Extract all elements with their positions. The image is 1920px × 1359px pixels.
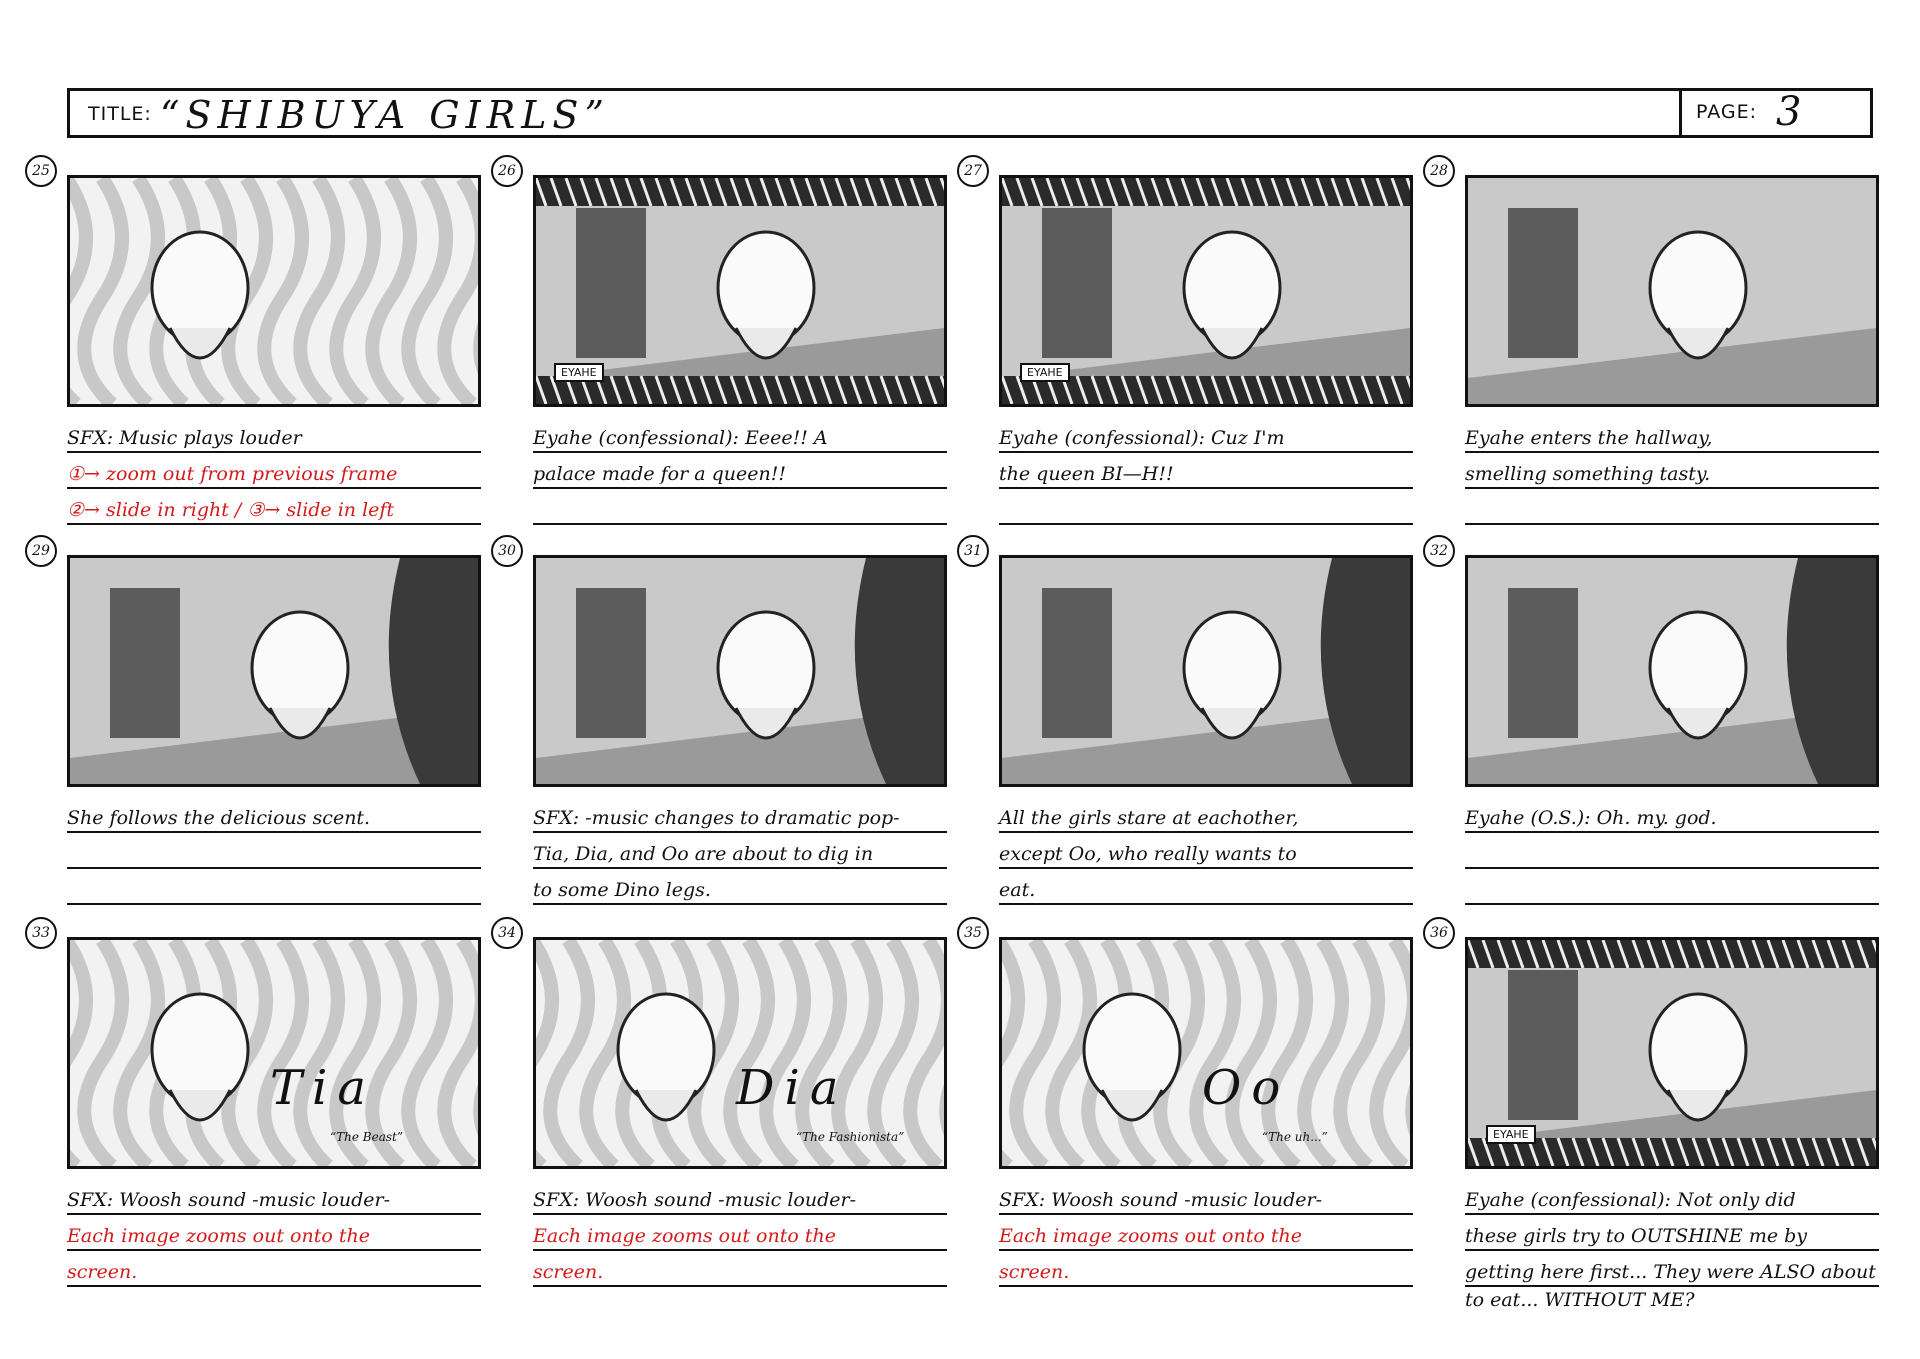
panel-frame <box>1465 555 1879 787</box>
action-note: She follows the delicious scent. <box>67 797 481 833</box>
direction-note: screen. <box>533 1251 947 1287</box>
character-name: Oo <box>1202 1060 1291 1116</box>
panel-number: 35 <box>957 917 989 949</box>
panel-sketch <box>70 558 478 784</box>
panel-number: 26 <box>491 155 523 187</box>
panel-number: 29 <box>25 535 57 567</box>
panel-number: 32 <box>1423 535 1455 567</box>
action-note: SFX: Woosh sound -music louder- <box>999 1179 1413 1215</box>
page-label: PAGE: <box>1696 101 1758 123</box>
title-bar <box>67 88 1873 138</box>
panel-frame <box>67 937 481 1169</box>
direction-note: ①→ zoom out from previous frame <box>67 453 481 489</box>
action-note: except Oo, who really wants to <box>999 833 1413 869</box>
panel-notes <box>999 417 1413 525</box>
action-note: SFX: Woosh sound -music louder- <box>67 1179 481 1215</box>
direction-note: screen. <box>999 1251 1413 1287</box>
panel-number: 30 <box>491 535 523 567</box>
action-note: the queen BI—H!! <box>999 453 1413 489</box>
panel-notes <box>999 797 1413 905</box>
title-label: TITLE: <box>88 103 152 125</box>
action-note <box>1465 833 1879 869</box>
action-note: smelling something tasty. <box>1465 453 1879 489</box>
panel-frame <box>67 175 481 407</box>
action-note: Eyahe enters the hallway, <box>1465 417 1879 453</box>
panel-sketch <box>1468 178 1876 404</box>
action-note: Eyahe (O.S.): Oh. my. god. <box>1465 797 1879 833</box>
panel-frame <box>999 937 1413 1169</box>
action-note: palace made for a queen!! <box>533 453 947 489</box>
caption-tag: EYAHE <box>1020 363 1070 382</box>
panel-sketch <box>70 178 478 404</box>
panel-notes <box>1465 417 1879 525</box>
storyboard-panel <box>964 917 1413 1327</box>
direction-note: ②→ slide in right / ③→ slide in left <box>67 489 481 525</box>
action-note: Eyahe (confessional): Cuz I'm <box>999 417 1413 453</box>
page-number: 3 <box>1776 89 1802 135</box>
panel-number: 31 <box>957 535 989 567</box>
panel-notes <box>67 797 481 905</box>
storyboard-panel <box>32 917 481 1327</box>
panel-frame <box>1465 937 1879 1169</box>
panel-frame <box>1465 175 1879 407</box>
storyboard-panel <box>1430 917 1879 1327</box>
page-cell <box>1679 91 1870 135</box>
character-title: “The Beast” <box>330 1130 403 1144</box>
panel-number: 27 <box>957 155 989 187</box>
panel-notes <box>533 417 947 525</box>
action-note: getting here first... They were ALSO about <box>1465 1251 1879 1287</box>
panel-frame <box>999 555 1413 787</box>
panel-number: 36 <box>1423 917 1455 949</box>
panel-frame <box>533 937 947 1169</box>
character-name: Tia <box>270 1060 376 1116</box>
panel-frame <box>533 175 947 407</box>
storyboard-title: “SHIBUYA GIRLS” <box>160 93 610 137</box>
action-note: eat. <box>999 869 1413 905</box>
action-note <box>533 489 947 525</box>
character-title: “The uh...” <box>1262 1130 1328 1144</box>
direction-note: screen. <box>67 1251 481 1287</box>
panel-notes <box>1465 797 1879 905</box>
direction-note: Each image zooms out onto the <box>67 1215 481 1251</box>
action-note <box>1465 869 1879 905</box>
action-note: All the girls stare at eachother, <box>999 797 1413 833</box>
panel-sketch <box>1468 558 1876 784</box>
action-note <box>1465 489 1879 525</box>
action-note: these girls try to OUTSHINE me by <box>1465 1215 1879 1251</box>
panel-notes <box>533 797 947 905</box>
panel-number: 34 <box>491 917 523 949</box>
panel-number: 28 <box>1423 155 1455 187</box>
panel-frame <box>67 555 481 787</box>
caption-tag: EYAHE <box>554 363 604 382</box>
panel-notes <box>1465 1179 1879 1287</box>
panel-number: 25 <box>25 155 57 187</box>
panel-notes <box>999 1179 1413 1287</box>
action-note: to eat... WITHOUT ME? <box>1465 1289 1695 1311</box>
panel-sketch <box>1002 940 1410 1166</box>
panel-number: 33 <box>25 917 57 949</box>
panel-notes <box>67 1179 481 1287</box>
caption-tag: EYAHE <box>1486 1125 1536 1144</box>
panel-notes <box>533 1179 947 1287</box>
panel-sketch <box>1002 558 1410 784</box>
action-note <box>67 833 481 869</box>
action-note: SFX: Woosh sound -music louder- <box>533 1179 947 1215</box>
storyboard-panel <box>498 917 947 1327</box>
action-note: to some Dino legs. <box>533 869 947 905</box>
panel-frame <box>533 555 947 787</box>
action-note: Eyahe (confessional): Not only did <box>1465 1179 1879 1215</box>
panel-sketch <box>70 940 478 1166</box>
action-note: SFX: -music changes to dramatic pop- <box>533 797 947 833</box>
direction-note: Each image zooms out onto the <box>533 1215 947 1251</box>
action-note: Eyahe (confessional): Eeee!! A <box>533 417 947 453</box>
action-note: SFX: Music plays louder <box>67 417 481 453</box>
character-name: Dia <box>736 1060 849 1116</box>
character-title: “The Fashionista” <box>796 1130 905 1144</box>
direction-note: Each image zooms out onto the <box>999 1215 1413 1251</box>
action-note <box>999 489 1413 525</box>
action-note <box>67 869 481 905</box>
panel-notes <box>67 417 481 525</box>
panel-frame <box>999 175 1413 407</box>
action-note: Tia, Dia, and Oo are about to dig in <box>533 833 947 869</box>
panel-sketch <box>536 558 944 784</box>
